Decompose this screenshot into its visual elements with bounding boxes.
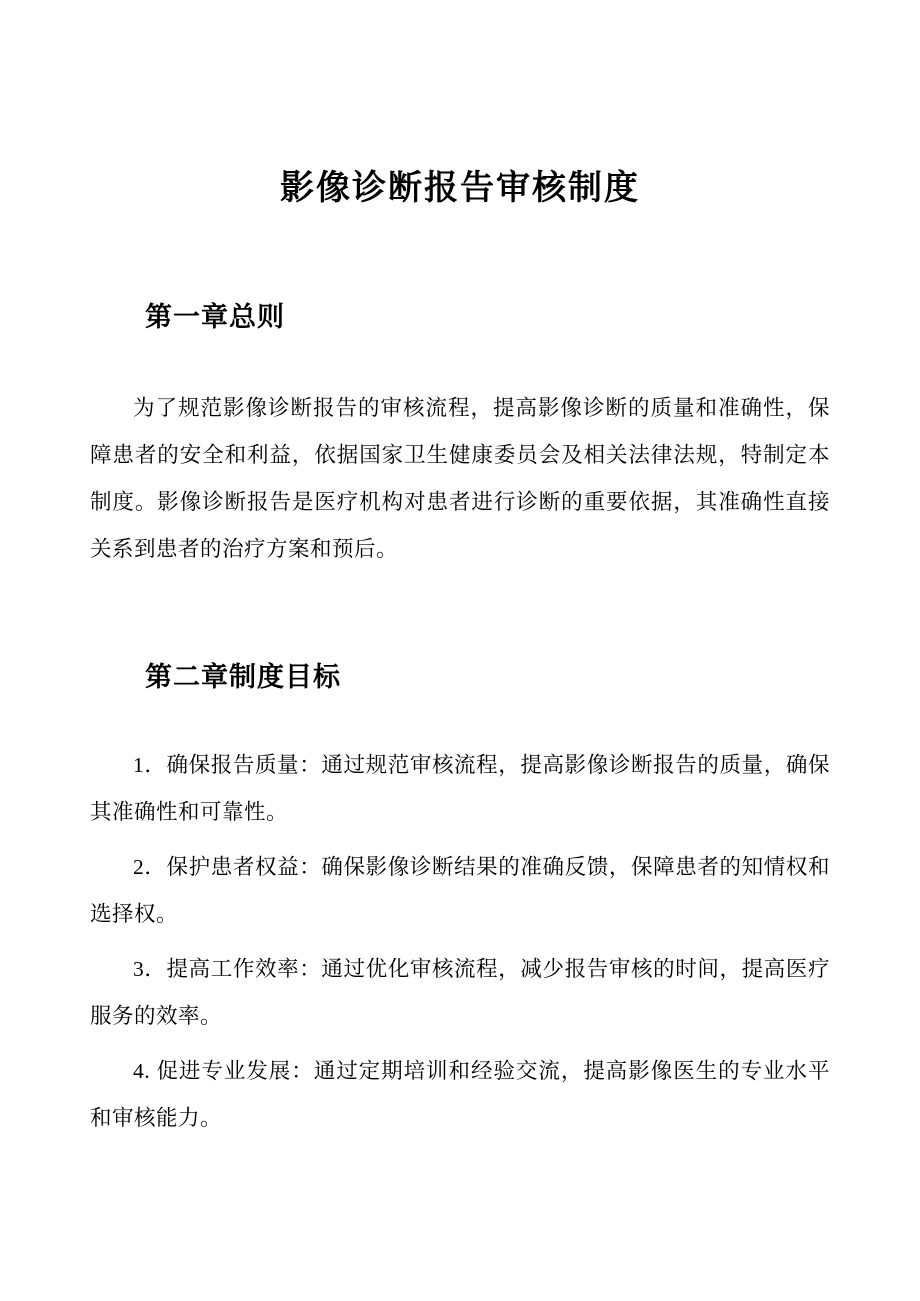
numbered-list	[90, 742, 830, 1142]
section-heading: 第一章总则	[145, 301, 285, 332]
section-heading: 第二章制度目标	[145, 662, 341, 693]
list-item: 4. 促进专业发展：通过定期培训和经验交流，提高影像医生的专业水平和审核能力。	[90, 1058, 830, 1130]
section-general-provisions	[90, 301, 830, 573]
paragraph: 为了规范影像诊断报告的审核流程，提高影像诊断的质量和准确性，保障患者的安全和利益，依据国家卫生健康委员会及相关法律法规，特制定本制度。影像诊断报告是医疗机构对患者进行诊断的重要依据，其准确性直接关系到患者的治疗方案和预后。	[90, 396, 830, 562]
list-item: 2．保护患者权益：确保影像诊断结果的准确反馈，保障患者的知情权和选择权。	[90, 854, 830, 926]
document-title: 影像诊断报告审核制度	[280, 169, 640, 207]
list-item: 1．确保报告质量：通过规范审核流程，提高影像诊断报告的质量，确保其准确性和可靠性。	[90, 752, 830, 824]
section-system-goals	[90, 661, 830, 1141]
list-item: 3．提高工作效率：通过优化审核流程，减少报告审核的时间，提高医疗服务的效率。	[90, 956, 830, 1028]
